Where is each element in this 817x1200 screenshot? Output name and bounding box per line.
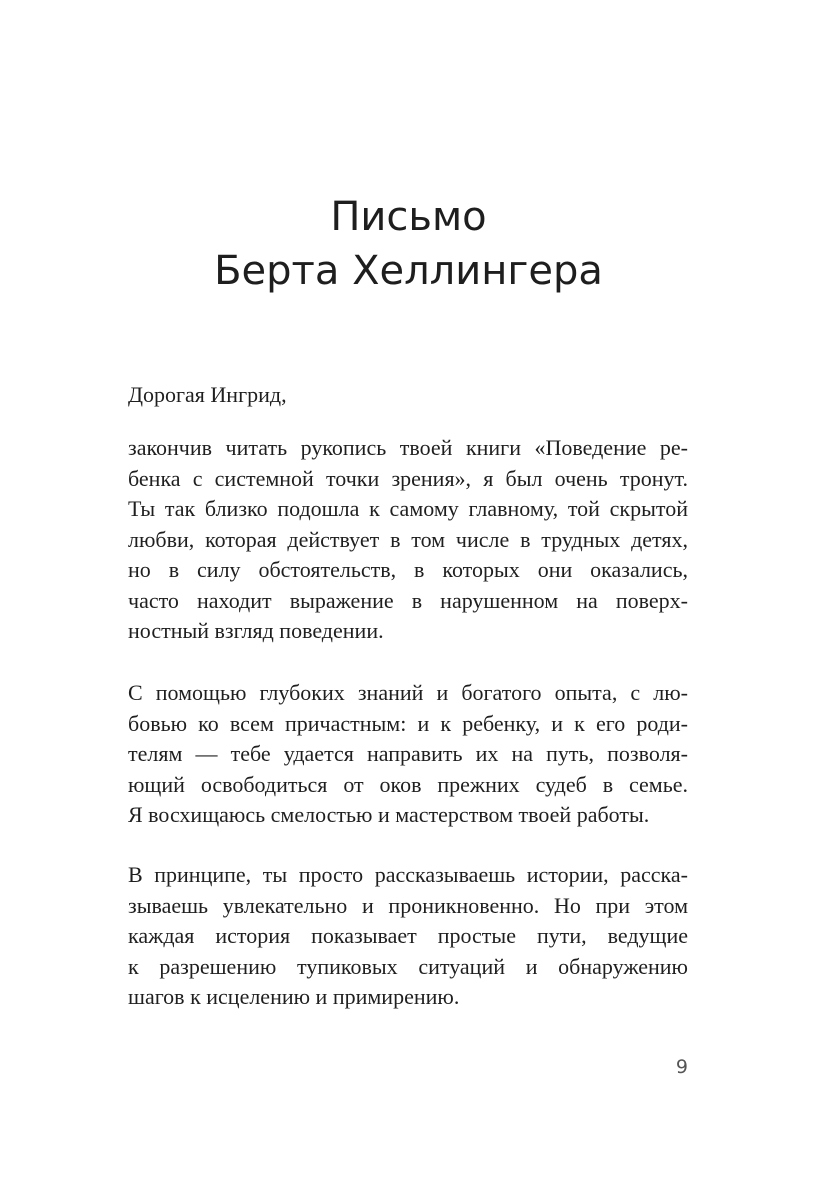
paragraph-2 [128,678,688,831]
text-line: но в силу обстоятельств, в которых они оказались, [128,557,688,582]
text-line: закончив читать рукопись твоей книги «Поведение ре- [128,435,688,460]
text-line: ностный взгляд поведении. [128,618,384,643]
text-line: С помощью глубоких знаний и богатого опыта, с лю- [128,680,688,705]
text-line: шагов к исцелению и примирению. [128,984,460,1009]
text-line: бенка с системной точки зрения», я был очень тронут. [128,465,688,491]
text-line: к разрешению тупиковых ситуаций и обнаружению [128,953,688,979]
text-line: каждая история показывает простые пути, ведущие [128,923,688,948]
letter-salutation: Дорогая Ингрид, [128,382,287,407]
text-line: зываешь увлекательно и проникновенно. Но при этом [128,892,688,918]
page-number: 9 [675,1056,688,1078]
chapter-title-line-2: Берта Хеллингера [214,248,603,294]
text-line: телям — тебе удается направить их на путь, позволя- [128,741,688,766]
paragraph-1 [128,433,688,647]
text-line: любви, которая действует в том числе в трудных детях, [128,526,688,552]
text-line: часто находит выражение в нарушенном на поверх- [128,587,688,613]
text-line: Ты так близко подошла к самому главному, той скрытой [128,496,688,521]
text-line: В принципе, ты просто рассказываешь истории, расска- [128,862,688,887]
paragraph-3 [128,860,688,1013]
chapter-title-line-1: Письмо [330,194,487,240]
text-line: ющий освободиться от оков прежних судеб в семье. [128,771,688,797]
text-line: бовью ко всем причастным: и к ребенку, и к его роди- [128,710,688,736]
text-line: Я восхищаюсь смелостью и мастерством твоей работы. [128,802,650,827]
